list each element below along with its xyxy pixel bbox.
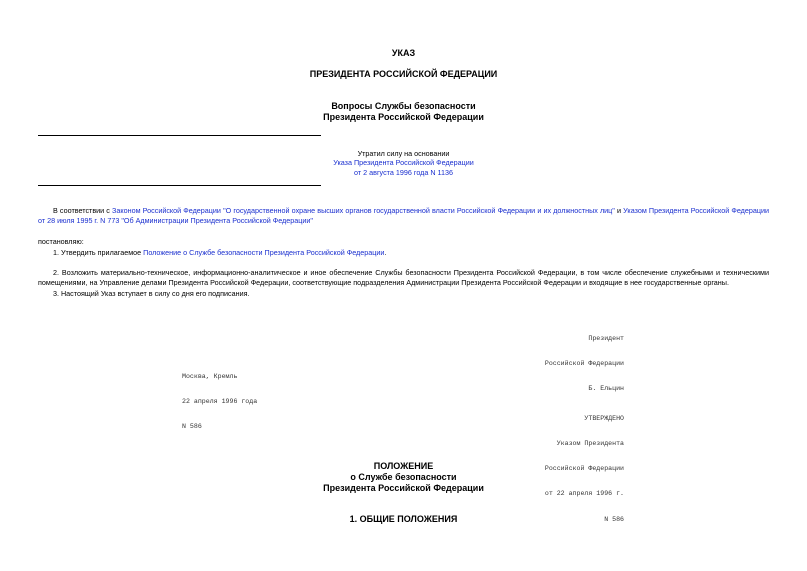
section-1-heading: 1. ОБЩИЕ ПОЛОЖЕНИЯ <box>349 514 458 524</box>
item-1 <box>38 248 769 258</box>
signature-title: Президент <box>588 334 624 342</box>
item-2: 2. Возложить материально-техническое, информационно-аналитическое и иное обеспечение Службы безопасности Президента Российской Федерации, в том числе обеспечение служебными и техническими помещениями, на Управление делами Президента Российской Федерации, соответствующие подразделения Администрации Президента Российской Федерации и входящие в нее государственные органы. <box>38 268 769 287</box>
date: 22 апреля 1996 года <box>182 398 258 406</box>
preamble-text-b: и <box>614 206 624 215</box>
document-issuer: ПРЕЗИДЕНТА РОССИЙСКОЙ ФЕДЕРАЦИИ <box>309 69 498 79</box>
repeal-decree-date-link[interactable]: от 2 августа 1996 года N 1136 <box>354 168 453 177</box>
approved-number: N 586 <box>604 515 624 523</box>
approved-by: Указом Президента <box>556 440 624 448</box>
approved-date: от 22 апреля 1996 г. <box>544 490 624 498</box>
preamble-paragraph <box>38 206 769 226</box>
regulation-link[interactable]: Положение о Службе безопасности Президента Российской Федерации <box>143 248 385 257</box>
law-link[interactable]: Законом Российской Федерации "О государственной охране высших органов государственной власти Российской Федерации и их должностных лиц" <box>112 206 615 215</box>
signature-country: Российской Федерации <box>544 360 624 368</box>
status-note-label: Утратил силу на основании <box>357 149 450 158</box>
approved-label: УТВЕРЖДЕНО <box>584 414 624 422</box>
document-subject-line2: Президента Российской Федерации <box>323 112 484 122</box>
item-3: 3. Настоящий Указ вступает в силу со дня его подписания. <box>53 289 250 298</box>
decree-word: постановляю: <box>38 237 84 246</box>
item-1-end: . <box>384 248 387 257</box>
divider-top <box>38 135 321 136</box>
approved-country: Российской Федерации <box>544 465 624 473</box>
regulation-title: ПОЛОЖЕНИЕ <box>373 461 434 471</box>
place: Москва, Кремль <box>182 372 238 380</box>
administration-decree-link[interactable]: Указом Президента Российской Федерации от 28 июля 1995 г. N 773 "Об Администрации Президента Российской Федерации" <box>38 206 770 225</box>
document-type-title: УКАЗ <box>391 48 416 58</box>
signature-name: Б. Ельцин <box>588 385 624 393</box>
item-1-text: 1. Утвердить прилагаемое <box>53 248 144 257</box>
document-subject-line1: Вопросы Службы безопасности <box>331 101 476 111</box>
regulation-subject-line2: Президента Российской Федерации <box>323 483 484 493</box>
signature-block <box>500 318 624 402</box>
preamble-text-a: В соответствии с <box>53 206 113 215</box>
repeal-decree-link[interactable]: Указа Президента Российской Федерации <box>333 158 474 167</box>
divider-bottom <box>38 185 321 186</box>
decree-number: N 586 <box>182 423 202 431</box>
regulation-subject-line1: о Службе безопасности <box>350 472 457 482</box>
place-date-block <box>182 356 257 440</box>
